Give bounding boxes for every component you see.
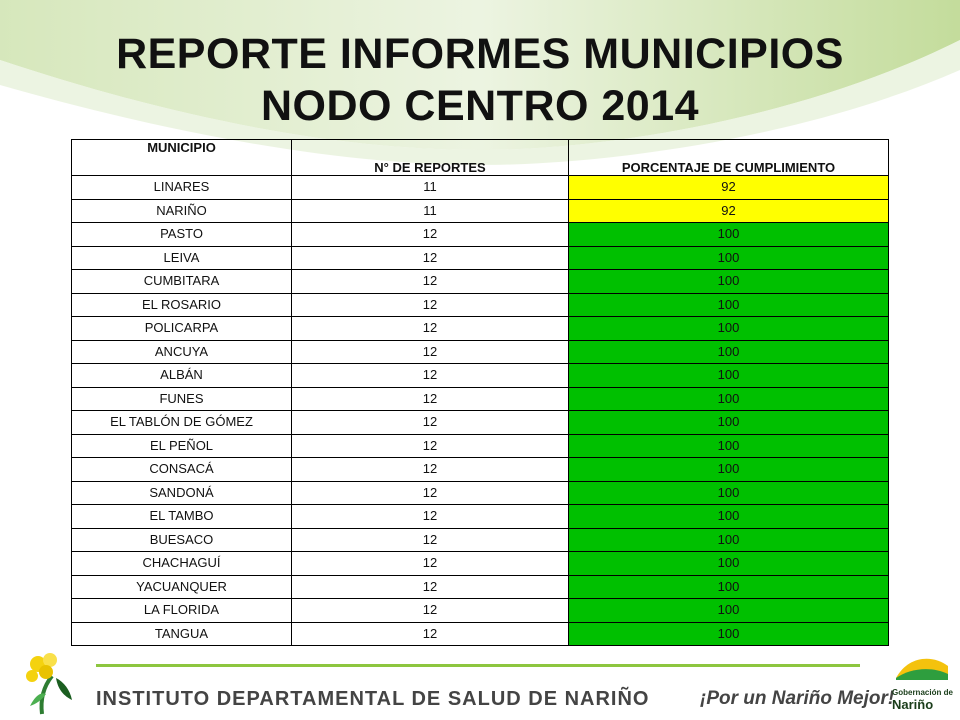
slogan-text: ¡Por un Nariño Mejor! <box>700 688 895 709</box>
cell-reportes: 12 <box>292 364 569 388</box>
cell-municipio: ANCUYA <box>72 340 292 364</box>
header-reportes: N° DE REPORTES <box>292 140 569 176</box>
cell-porcentaje: 100 <box>569 246 889 270</box>
cell-porcentaje: 100 <box>569 293 889 317</box>
cell-municipio: NARIÑO <box>72 199 292 223</box>
table-row <box>72 599 889 623</box>
cell-reportes: 12 <box>292 599 569 623</box>
table-row <box>72 387 889 411</box>
cell-porcentaje: 100 <box>569 270 889 294</box>
cell-reportes: 12 <box>292 458 569 482</box>
title-line-2: NODO CENTRO 2014 <box>260 82 700 130</box>
table-row <box>72 364 889 388</box>
cell-municipio: POLICARPA <box>72 317 292 341</box>
cell-reportes: 12 <box>292 528 569 552</box>
cell-reportes: 12 <box>292 622 569 646</box>
cell-reportes: 12 <box>292 223 569 247</box>
cell-porcentaje: 100 <box>569 223 889 247</box>
cell-municipio: SANDONÁ <box>72 481 292 505</box>
table-header-row <box>72 140 889 176</box>
cell-porcentaje: 100 <box>569 481 889 505</box>
table-row <box>72 552 889 576</box>
cell-municipio: EL TAMBO <box>72 505 292 529</box>
table-row <box>72 223 889 247</box>
cell-reportes: 11 <box>292 199 569 223</box>
institute-name: INSTITUTO DEPARTAMENTAL DE SALUD DE NARIÑO <box>96 688 650 710</box>
cell-municipio: TANGUA <box>72 622 292 646</box>
table-row <box>72 575 889 599</box>
cell-porcentaje: 100 <box>569 622 889 646</box>
cell-porcentaje: 100 <box>569 317 889 341</box>
cell-porcentaje: 92 <box>569 199 889 223</box>
page-title <box>0 28 960 132</box>
cell-reportes: 11 <box>292 176 569 200</box>
cell-reportes: 12 <box>292 246 569 270</box>
table-row <box>72 317 889 341</box>
table-row <box>72 246 889 270</box>
cell-reportes: 12 <box>292 552 569 576</box>
cell-reportes: 12 <box>292 434 569 458</box>
cell-porcentaje: 100 <box>569 505 889 529</box>
cell-municipio: CUMBITARA <box>72 270 292 294</box>
cell-reportes: 12 <box>292 411 569 435</box>
report-table <box>71 139 889 646</box>
cell-municipio: EL ROSARIO <box>72 293 292 317</box>
cell-municipio: BUESACO <box>72 528 292 552</box>
cell-municipio: YACUANQUER <box>72 575 292 599</box>
cell-municipio: EL TABLÓN DE GÓMEZ <box>72 411 292 435</box>
cell-reportes: 12 <box>292 505 569 529</box>
table-row <box>72 199 889 223</box>
cell-porcentaje: 100 <box>569 434 889 458</box>
cell-municipio: PASTO <box>72 223 292 247</box>
logo-name-text: Nariño <box>892 697 934 712</box>
header-porcentaje: PORCENTAJE DE CUMPLIMIENTO <box>569 140 889 176</box>
cell-porcentaje: 100 <box>569 364 889 388</box>
logo-small-text: Gobernación de <box>892 688 953 697</box>
cell-porcentaje: 92 <box>569 176 889 200</box>
table-row <box>72 411 889 435</box>
cell-porcentaje: 100 <box>569 575 889 599</box>
cell-porcentaje: 100 <box>569 387 889 411</box>
table-row <box>72 505 889 529</box>
cell-municipio: ALBÁN <box>72 364 292 388</box>
cell-porcentaje: 100 <box>569 552 889 576</box>
table-row <box>72 528 889 552</box>
cell-reportes: 12 <box>292 317 569 341</box>
flower-logo-icon <box>12 648 82 716</box>
cell-municipio: LA FLORIDA <box>72 599 292 623</box>
table-row <box>72 270 889 294</box>
cell-municipio: EL PEÑOL <box>72 434 292 458</box>
cell-reportes: 12 <box>292 575 569 599</box>
cell-reportes: 12 <box>292 481 569 505</box>
cell-porcentaje: 100 <box>569 599 889 623</box>
cell-porcentaje: 100 <box>569 411 889 435</box>
cell-reportes: 12 <box>292 387 569 411</box>
table-row <box>72 293 889 317</box>
cell-reportes: 12 <box>292 270 569 294</box>
table-row <box>72 622 889 646</box>
cell-reportes: 12 <box>292 293 569 317</box>
cell-municipio: LEIVA <box>72 246 292 270</box>
table-row <box>72 340 889 364</box>
cell-porcentaje: 100 <box>569 458 889 482</box>
footer-divider <box>96 664 860 667</box>
cell-municipio: FUNES <box>72 387 292 411</box>
cell-reportes: 12 <box>292 340 569 364</box>
cell-municipio: CHACHAGUÍ <box>72 552 292 576</box>
cell-municipio: LINARES <box>72 176 292 200</box>
header-municipio: MUNICIPIO <box>72 140 292 176</box>
cell-porcentaje: 100 <box>569 340 889 364</box>
table-row <box>72 434 889 458</box>
table-row <box>72 481 889 505</box>
table-row <box>72 458 889 482</box>
cell-municipio: CONSACÁ <box>72 458 292 482</box>
table-row <box>72 176 889 200</box>
cell-porcentaje: 100 <box>569 528 889 552</box>
title-line-1: REPORTE INFORMES MUNICIPIOS <box>116 30 844 78</box>
